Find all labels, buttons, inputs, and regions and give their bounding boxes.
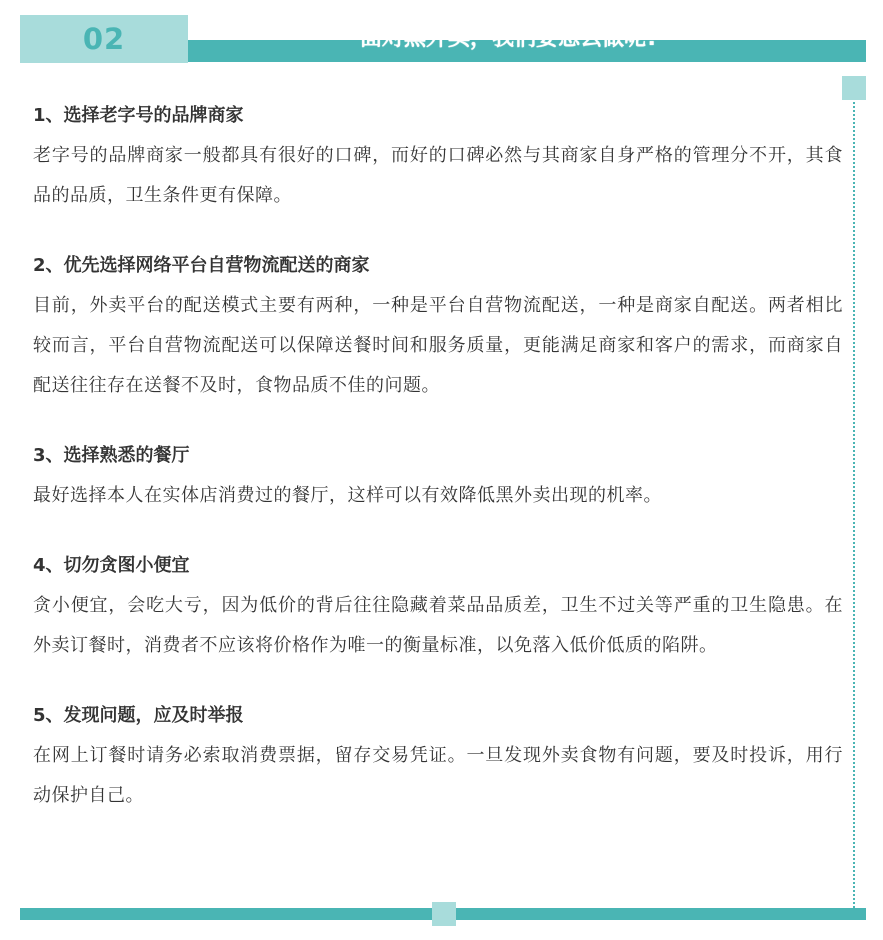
- decorative-dotted-line: [853, 102, 855, 908]
- tip-heading: 4、切勿贪图小便宜: [33, 555, 190, 576]
- decorative-corner-square: [842, 76, 866, 100]
- tip-section-2: [33, 246, 843, 406]
- section-number: 02: [82, 22, 126, 56]
- decorative-footer-square: [432, 902, 456, 926]
- tip-heading: 2、优先选择网络平台自营物流配送的商家: [33, 255, 370, 276]
- tip-body: 老字号的品牌商家一般都具有很好的口碑，而好的口碑必然与其商家自身严格的管理分不开，其食品的品质，卫生条件更有保障。: [33, 145, 843, 206]
- tip-heading: 5、发现问题，应及时举报: [33, 705, 244, 726]
- tip-body: 目前，外卖平台的配送模式主要有两种，一种是平台自营物流配送，一种是商家自配送。两者相比较而言，平台自营物流配送可以保障送餐时间和服务质量，更能满足商家和客户的需求，而商家自配送往往存在送餐不及时，食物品质不佳的问题。: [33, 295, 843, 396]
- tip-section-5: [33, 696, 843, 816]
- page-title: 面对黑外卖，我们要怎么做呢?: [360, 26, 659, 51]
- tip-heading: 1、选择老字号的品牌商家: [33, 105, 244, 126]
- tip-body: 最好选择本人在实体店消费过的餐厅，这样可以有效降低黑外卖出现的机率。: [33, 485, 662, 506]
- tip-section-4: [33, 546, 843, 666]
- tip-body: 在网上订餐时请务必索取消费票据，留存交易凭证。一旦发现外卖食物有问题，要及时投诉，用行动保护自己。: [33, 745, 843, 806]
- tip-section-3: [33, 436, 843, 516]
- tip-heading: 3、选择熟悉的餐厅: [33, 445, 190, 466]
- section-number-badge: [20, 15, 188, 63]
- tip-body: 贪小便宜，会吃大亏，因为低价的背后往往隐藏着菜品品质差，卫生不过关等严重的卫生隐患。在外卖订餐时，消费者不应该将价格作为唯一的衡量标准，以免落入低价低质的陷阱。: [33, 595, 843, 656]
- tip-section-1: [33, 96, 843, 216]
- article-content: [33, 96, 843, 846]
